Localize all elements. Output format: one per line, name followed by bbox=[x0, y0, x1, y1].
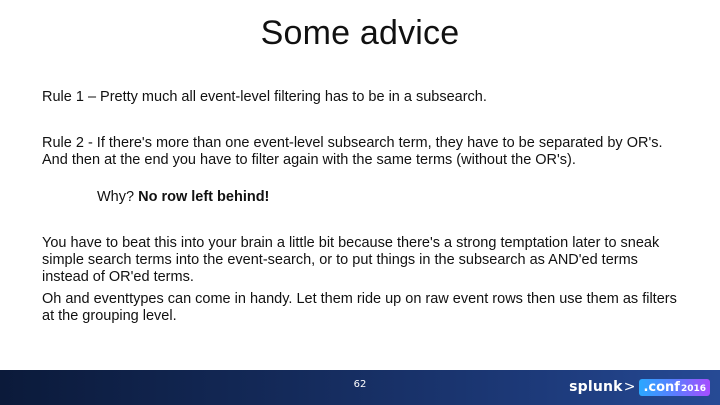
why-prefix: Why? bbox=[97, 189, 139, 205]
rule-2-text: Rule 2 - If there's more than one event-level subsearch term, they have to be separated by OR's. And then at the end you have to filter again with the same terms (without the OR's). bbox=[42, 135, 663, 168]
slide-title: Some advice bbox=[260, 14, 460, 52]
page-number: 62 bbox=[353, 379, 367, 390]
eventtypes-paragraph: Oh and eventtypes can come in handy. Let them ride up on raw event rows then use them as filters at the grouping level. bbox=[42, 291, 677, 324]
rule-1-text: Rule 1 – Pretty much all event-level filtering has to be in a subsearch. bbox=[42, 89, 487, 105]
splunk-chevron-icon: > bbox=[623, 379, 636, 395]
why-line bbox=[97, 189, 657, 206]
conf-label: .conf bbox=[643, 379, 680, 395]
splunk-logo: splunk bbox=[569, 379, 623, 395]
temptation-paragraph: You have to beat this into your brain a little bit because there's a strong temptation later to sneak simple search terms into the event-search, or to put things in the subsearch as AND'ed terms instead of OR'ed terms. bbox=[42, 235, 660, 285]
brand-logo-group bbox=[569, 376, 710, 398]
conf-year: 2016 bbox=[680, 383, 706, 394]
why-emphasis: No row left behind! bbox=[138, 189, 270, 205]
footer-bar bbox=[0, 370, 720, 405]
conf-logo bbox=[639, 379, 710, 396]
